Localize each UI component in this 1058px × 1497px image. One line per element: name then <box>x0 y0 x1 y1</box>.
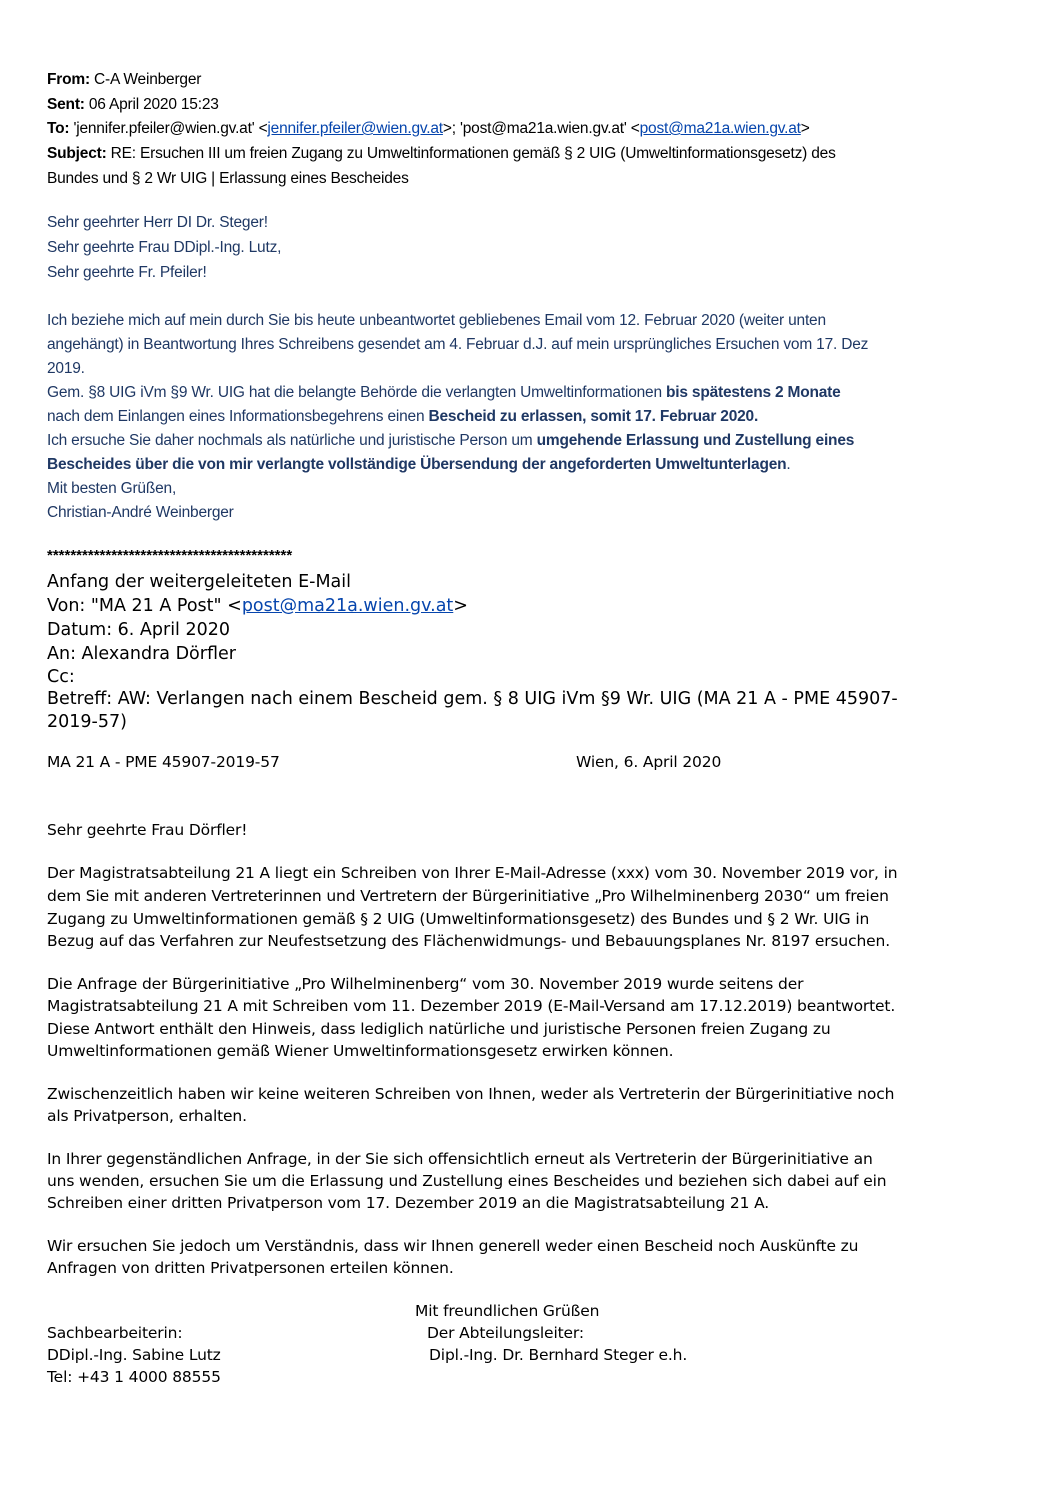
letter-reference: MA 21 A - PME 45907-2019-57 <box>47 753 280 771</box>
letter-p2-line: Diese Antwort enthält den Hinweis, dass lediglich natürliche und juristische Personen freien Zugang zu <box>47 1020 831 1038</box>
forwarded-subject-1: Betreff: AW: Verlangen nach einem Bescheid gem. § 8 UIG iVm §9 Wr. UIG (MA 21 A - PME 45907- <box>47 689 898 709</box>
forwarded-from-suffix: > <box>453 596 468 616</box>
reply-p3-text-a: Ich ersuche Sie daher nochmals als natürliche und juristische Person um <box>47 432 537 449</box>
to-label: To: <box>47 120 70 137</box>
forwarded-from-email-link[interactable]: post@ma21a.wien.gv.at <box>241 596 454 616</box>
reply-p3-line2 <box>47 456 791 474</box>
letter-p2-line: Umweltinformationen gemäß Wiener Umweltinformationsgesetz erwirken können. <box>47 1042 674 1060</box>
letter-p5-line: Anfragen von dritten Privatpersonen erteilen können. <box>47 1259 454 1277</box>
header-to <box>47 120 810 138</box>
header-from <box>47 71 201 89</box>
reply-p2-bold-a: bis spätestens 2 Monate <box>666 384 841 401</box>
reply-p2-text-b: nach dem Einlangen eines Informationsbegehrens einen <box>47 408 429 425</box>
reply-p1-line2: angehängt) in Beantwortung Ihres Schreibens gesendet am 4. Februar d.J. auf mein ursprüngliches Ersuchen vom 17. Dez <box>47 336 869 353</box>
forwarded-from-prefix: Von: "MA 21 A Post" < <box>47 596 242 616</box>
forwarded-cc: Cc: <box>47 667 75 687</box>
reply-p3-line1 <box>47 432 854 450</box>
reply-p3-text-c: . <box>786 456 791 473</box>
reply-p1-line3: 2019. <box>47 360 85 377</box>
letter-closing: Mit freundlichen Grüßen <box>415 1302 600 1320</box>
to-email-link-2[interactable]: post@ma21a.wien.gv.at <box>639 120 801 137</box>
letter-p1-line: dem Sie mit anderen Vertreterinnen und Vertretern der Bürgerinitiative „Pro Wilhelminenberg 2030“ um freien <box>47 887 889 905</box>
reply-salutation-2: Sehr geehrte Frau DDipl.-Ing. Lutz, <box>47 239 282 256</box>
sent-value: 06 April 2020 15:23 <box>88 96 219 113</box>
letter-clerk-phone: Tel: +43 1 4000 88555 <box>47 1368 221 1386</box>
forwarded-subject-2: 2019-57) <box>47 712 127 732</box>
reply-p3-bold-b: Bescheides über die von mir verlangte vollständige Übersendung der angeforderten Umweltunterlagen <box>47 456 787 473</box>
reply-closing: Mit besten Grüßen, <box>47 480 177 497</box>
letter-p5-line: Wir ersuchen Sie jedoch um Verständnis, dass wir Ihnen generell weder einen Bescheid noch Auskünfte zu <box>47 1237 859 1255</box>
sent-label: Sent: <box>47 96 85 113</box>
letter-clerk-label: Sachbearbeiterin: <box>47 1324 183 1342</box>
reply-p2-line1 <box>47 384 841 402</box>
reply-p1-line1: Ich beziehe mich auf mein durch Sie bis heute unbeantwortet gebliebenes Email vom 12. Februar 2020 (weiter unten <box>47 312 826 329</box>
letter-head-name: Dipl.-Ing. Dr. Bernhard Steger e.h. <box>429 1346 688 1364</box>
letter-p2-line: Die Anfrage der Bürgerinitiative „Pro Wilhelminenberg“ vom 30. November 2019 wurde seitens der <box>47 975 804 993</box>
from-label: From: <box>47 71 90 88</box>
header-subject-cont: Bundes und § 2 Wr UIG | Erlassung eines Bescheides <box>47 170 409 187</box>
letter-p1-line: Zugang zu Umweltinformationen gemäß § 2 UIG (Umweltinformationsgesetz) des Bundes und § 2 Wr. UIG in <box>47 910 870 928</box>
reply-p2-bold-b: Bescheid zu erlassen, somit 17. Februar 2020. <box>428 408 759 425</box>
forwarded-to: An: Alexandra Dörfler <box>47 644 236 664</box>
forwarded-from <box>47 596 468 616</box>
subject-label: Subject: <box>47 145 107 162</box>
reply-p2-line2 <box>47 408 758 426</box>
reply-salutation-1: Sehr geehrter Herr DI Dr. Steger! <box>47 214 268 231</box>
letter-clerk-name: DDipl.-Ing. Sabine Lutz <box>47 1346 221 1364</box>
to-email-link-1[interactable]: jennifer.pfeiler@wien.gv.at <box>267 120 443 137</box>
header-subject <box>47 145 836 163</box>
subject-line-1: RE: Ersuchen III um freien Zugang zu Umweltinformationen gemäß § 2 UIG (Umweltinformationsgesetz) des <box>110 145 836 162</box>
letter-salutation: Sehr geehrte Frau Dörfler! <box>47 821 248 839</box>
to-text-2: >; 'post@ma21a.wien.gv.at' < <box>442 120 640 137</box>
from-value: C-A Weinberger <box>94 71 202 88</box>
header-sent <box>47 96 219 114</box>
separator-stars: ****************************************** <box>47 547 293 564</box>
forwarded-date: Datum: 6. April 2020 <box>47 620 231 640</box>
letter-p3-line: Zwischenzeitlich haben wir keine weiteren Schreiben von Ihnen, weder als Vertreterin der Bürgerinitiative noch <box>47 1085 895 1103</box>
letter-place-date: Wien, 6. April 2020 <box>576 753 722 771</box>
reply-signature: Christian-André Weinberger <box>47 504 234 521</box>
forwarded-intro: Anfang der weitergeleiteten E-Mail <box>47 572 351 592</box>
reply-p2-text-a: Gem. §8 UIG iVm §9 Wr. UIG hat die belangte Behörde die verlangten Umweltinformationen <box>47 384 666 401</box>
reply-salutation-3: Sehr geehrte Fr. Pfeiler! <box>47 264 207 281</box>
letter-p3-line: als Privatperson, erhalten. <box>47 1107 247 1125</box>
to-text-1: 'jennifer.pfeiler@wien.gv.at' < <box>73 120 268 137</box>
letter-p1-line: Der Magistratsabteilung 21 A liegt ein Schreiben von Ihrer E-Mail-Adresse (xxx) vom 30. November 2019 vor, in <box>47 864 898 882</box>
letter-p2-line: Magistratsabteilung 21 A mit Schreiben vom 11. Dezember 2019 (E-Mail-Versand am 17.12.2019) beantwortet. <box>47 997 896 1015</box>
reply-p3-bold-a: umgehende Erlassung und Zustellung eines <box>536 432 855 449</box>
to-text-3: > <box>800 120 810 137</box>
letter-p4-line: Schreiben einer dritten Privatperson vom 17. Dezember 2019 an die Magistratsabteilung 21 A. <box>47 1194 770 1212</box>
letter-p4-line: uns wenden, ersuchen Sie um die Erlassung und Zustellung eines Bescheides und beziehen sich dabei auf ein <box>47 1172 887 1190</box>
letter-head-label: Der Abteilungsleiter: <box>427 1324 584 1342</box>
letter-p4-line: In Ihrer gegenständlichen Anfrage, in der Sie sich offensichtlich erneut als Vertreterin der Bürgerinitiative an <box>47 1150 873 1168</box>
letter-p1-line: Bezug auf das Verfahren zur Neufestsetzung des Flächenwidmungs- und Bebauungsplanes Nr. 8197 ersuchen. <box>47 932 890 950</box>
